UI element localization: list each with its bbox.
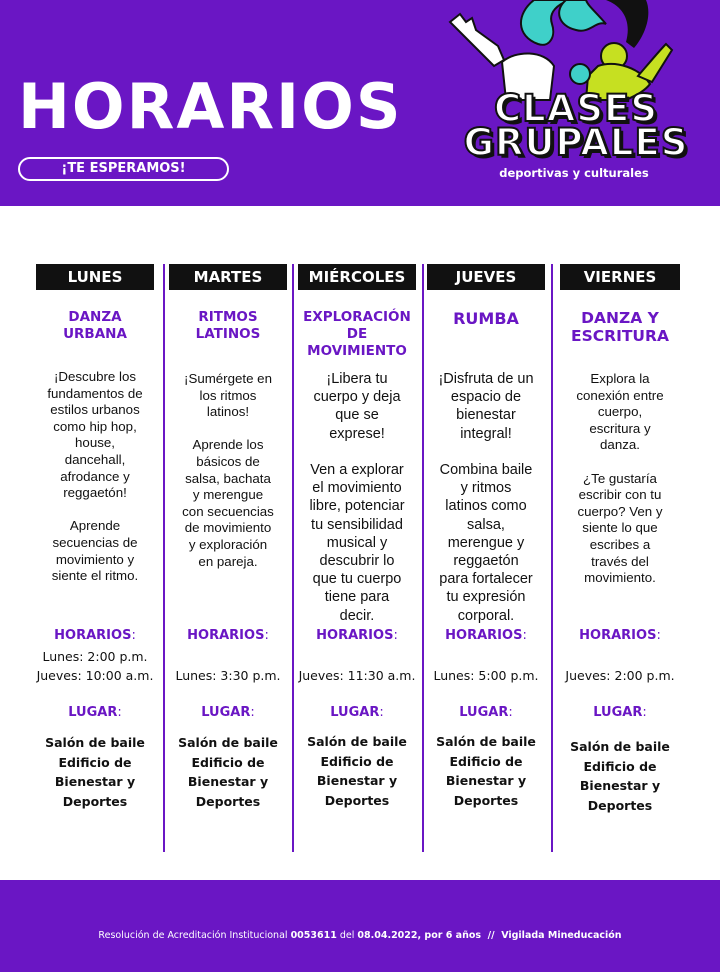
tagline-pill: ¡TE ESPERAMOS! bbox=[18, 157, 229, 181]
logo-subtitle: deportivas y culturales bbox=[499, 166, 649, 180]
footer-banner bbox=[0, 880, 720, 972]
day-header: LUNES bbox=[36, 264, 154, 290]
class-times: Jueves: 11:30 a.m. bbox=[298, 668, 416, 683]
class-description: ¡Sumérgete en los ritmos latinos! Aprende los básicos de salsa, bachata y merengue con secuencias de movimiento y exploración en pareja. bbox=[182, 371, 274, 569]
class-title: RUMBA bbox=[453, 309, 519, 328]
lugar-label: LUGAR: bbox=[201, 705, 255, 720]
day-header: MARTES bbox=[169, 264, 287, 290]
column-divider bbox=[551, 264, 553, 852]
schedule-column-martes bbox=[169, 264, 287, 809]
class-location: Salón de baile Edificio de Bienestar y Deportes bbox=[307, 734, 407, 808]
schedule-column-jueves bbox=[427, 264, 545, 808]
class-description: ¡Disfruta de un espacio de bienestar integral! Combina baile y ritmos latinos como salsa, merengue y reggaetón para fortalecer tu expresión corporal. bbox=[438, 371, 534, 624]
class-description: Explora la conexión entre cuerpo, escritura y danza. ¿Te gustaría escribir con tu cuerpo? Ven y siente lo que escribes a través del movimiento. bbox=[576, 371, 664, 586]
class-description: ¡Libera tu cuerpo y deja que se exprese! Ven a explorar el movimiento libre, potenciar tu sensibilidad musical y descubrir lo que tu cuerpo tiene para decir. bbox=[309, 371, 405, 624]
day-header: JUEVES bbox=[427, 264, 545, 290]
class-location: Salón de baile Edificio de Bienestar y Deportes bbox=[436, 734, 536, 808]
class-times: Lunes: 2:00 p.m. Jueves: 10:00 a.m. bbox=[36, 649, 154, 683]
schedule-column-miercoles bbox=[298, 264, 416, 808]
class-title: DANZA URBANA bbox=[63, 309, 127, 342]
horarios-label: HORARIOS: bbox=[54, 628, 136, 643]
lugar-label: LUGAR: bbox=[68, 705, 122, 720]
day-header: MIÉRCOLES bbox=[298, 264, 416, 290]
class-times: Lunes: 5:00 p.m. bbox=[433, 668, 539, 683]
lugar-label: LUGAR: bbox=[459, 705, 513, 720]
class-location: Salón de baile Edificio de Bienestar y Deportes bbox=[570, 739, 670, 813]
class-times: Jueves: 2:00 p.m. bbox=[565, 668, 675, 683]
class-title: RITMOS LATINOS bbox=[195, 309, 261, 342]
clases-grupales-logo bbox=[462, 87, 690, 164]
schedule-column-viernes bbox=[560, 264, 680, 813]
logo-line-clases: CLASES bbox=[494, 87, 658, 130]
day-header: VIERNES bbox=[560, 264, 680, 290]
page-title: HORARIOS bbox=[18, 70, 403, 143]
accreditation-notice: Resolución de Acreditación Institucional 0053611 del 08.04.2022, por 6 años // Vigilada Mineducación bbox=[98, 930, 622, 941]
class-title: EXPLORACIÓN DE MOVIMIENTO bbox=[303, 309, 411, 359]
logo-line-grupales: GRUPALES bbox=[463, 121, 689, 164]
lugar-label: LUGAR: bbox=[330, 705, 384, 720]
schedule-column-lunes bbox=[36, 264, 154, 809]
class-location: Salón de baile Edificio de Bienestar y Deportes bbox=[178, 735, 278, 809]
class-description: ¡Descubre los fundamentos de estilos urbanos como hip hop, house, dancehall, afrodance y reggaetón! Aprende secuencias de movimiento y siente el ritmo. bbox=[47, 369, 143, 584]
class-times: Lunes: 3:30 p.m. bbox=[175, 668, 281, 683]
lugar-label: LUGAR: bbox=[593, 705, 647, 720]
horarios-label: HORARIOS: bbox=[579, 628, 661, 643]
class-title: DANZA Y ESCRITURA bbox=[571, 309, 669, 345]
horarios-label: HORARIOS: bbox=[187, 628, 269, 643]
class-location: Salón de baile Edificio de Bienestar y Deportes bbox=[45, 735, 145, 809]
horarios-label: HORARIOS: bbox=[316, 628, 398, 643]
horarios-label: HORARIOS: bbox=[445, 628, 527, 643]
